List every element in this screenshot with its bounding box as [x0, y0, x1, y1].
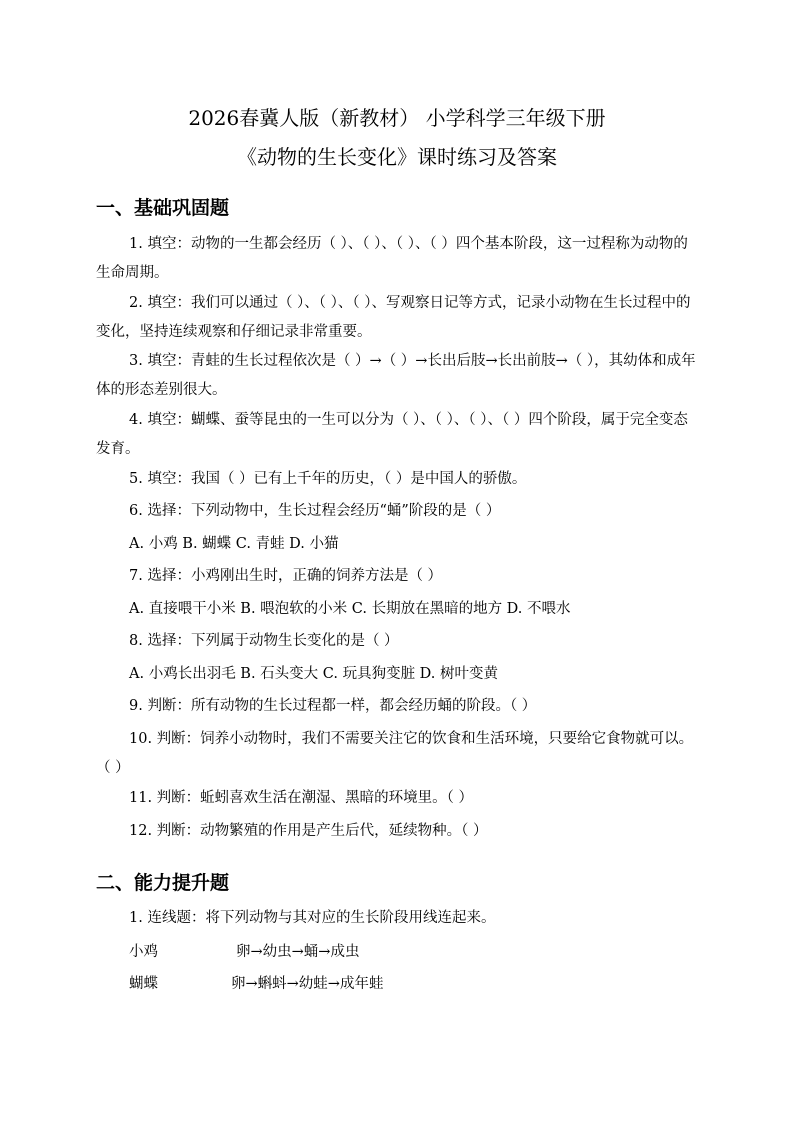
question-11: 11. 判断：蚯蚓喜欢生活在潮湿、黑暗的环境里。（ ）	[129, 790, 474, 806]
match-stage: 卵→幼虫→蛹→成虫	[236, 944, 360, 960]
question-6-options: A. 小鸡 B. 蝴蝶 C. 青蛙 D. 小猫	[129, 536, 339, 552]
question-7: 7. 选择：小鸡刚出生时，正确的饲养方法是（ ）	[129, 568, 443, 584]
question-2: 2. 填空：我们可以通过（ ）、（ ）、（ ）、写观察日记等方式，记录小动物在生长过程中的变化，坚持连续观察和仔细记录非常重要。	[96, 295, 691, 340]
question-7-options: A. 直接喂干小米 B. 喂泡软的小米 C. 长期放在黑暗的地方 D. 不喂水	[129, 601, 571, 617]
match-animal: 蝴蝶	[129, 976, 158, 992]
question-1: 1. 填空：动物的一生都会经历（ ）、（ ）、（ ）、（ ）四个基本阶段，这一过程称为动物的生命周期。	[96, 236, 688, 281]
question-5: 5. 填空：我国（ ）已有上千年的历史，（ ）是中国人的骄傲。	[129, 471, 527, 487]
question-3: 3. 填空：青蛙的生长过程依次是（ ）→（ ）→长出后肢→长出前肢→（ ），其幼体和成年体的形态差别很大。	[96, 353, 696, 398]
question-10: 10. 判断：饲养小动物时，我们不需要关注它的饮食和生活环境，只要给它食物就可以。（ ）	[96, 731, 694, 776]
match-animal: 小鸡	[129, 944, 158, 960]
section-heading-basic: 一、基础巩固题	[96, 197, 230, 219]
match-stage: 卵→蝌蚪→幼蛙→成年蛙	[231, 976, 384, 992]
question-matching: 1. 连线题：将下列动物与其对应的生长阶段用线连起来。	[129, 910, 496, 926]
section-heading-advanced: 二、能力提升题	[96, 872, 230, 894]
document-title-line2: 《动物的生长变化》课时练习及答案	[237, 145, 557, 169]
question-6: 6. 选择：下列动物中，生长过程会经历“蛹”阶段的是（ ）	[129, 503, 501, 519]
question-4: 4. 填空：蝴蝶、蚕等昆虫的一生可以分为（ ）、（ ）、（ ）、（ ）四个阶段，属于完全变态发育。	[96, 412, 688, 457]
question-8: 8. 选择：下列属于动物生长变化的是（ ）	[129, 633, 399, 649]
document-title-line1: 2026春冀人版（新教材） 小学科学三年级下册	[188, 106, 606, 130]
question-9: 9. 判断：所有动物的生长过程都一样，都会经历蛹的阶段。（ ）	[129, 698, 537, 714]
question-12: 12. 判断：动物繁殖的作用是产生后代，延续物种。（ ）	[129, 823, 488, 839]
question-8-options: A. 小鸡长出羽毛 B. 石头变大 C. 玩具狗变脏 D. 树叶变黄	[129, 666, 499, 682]
